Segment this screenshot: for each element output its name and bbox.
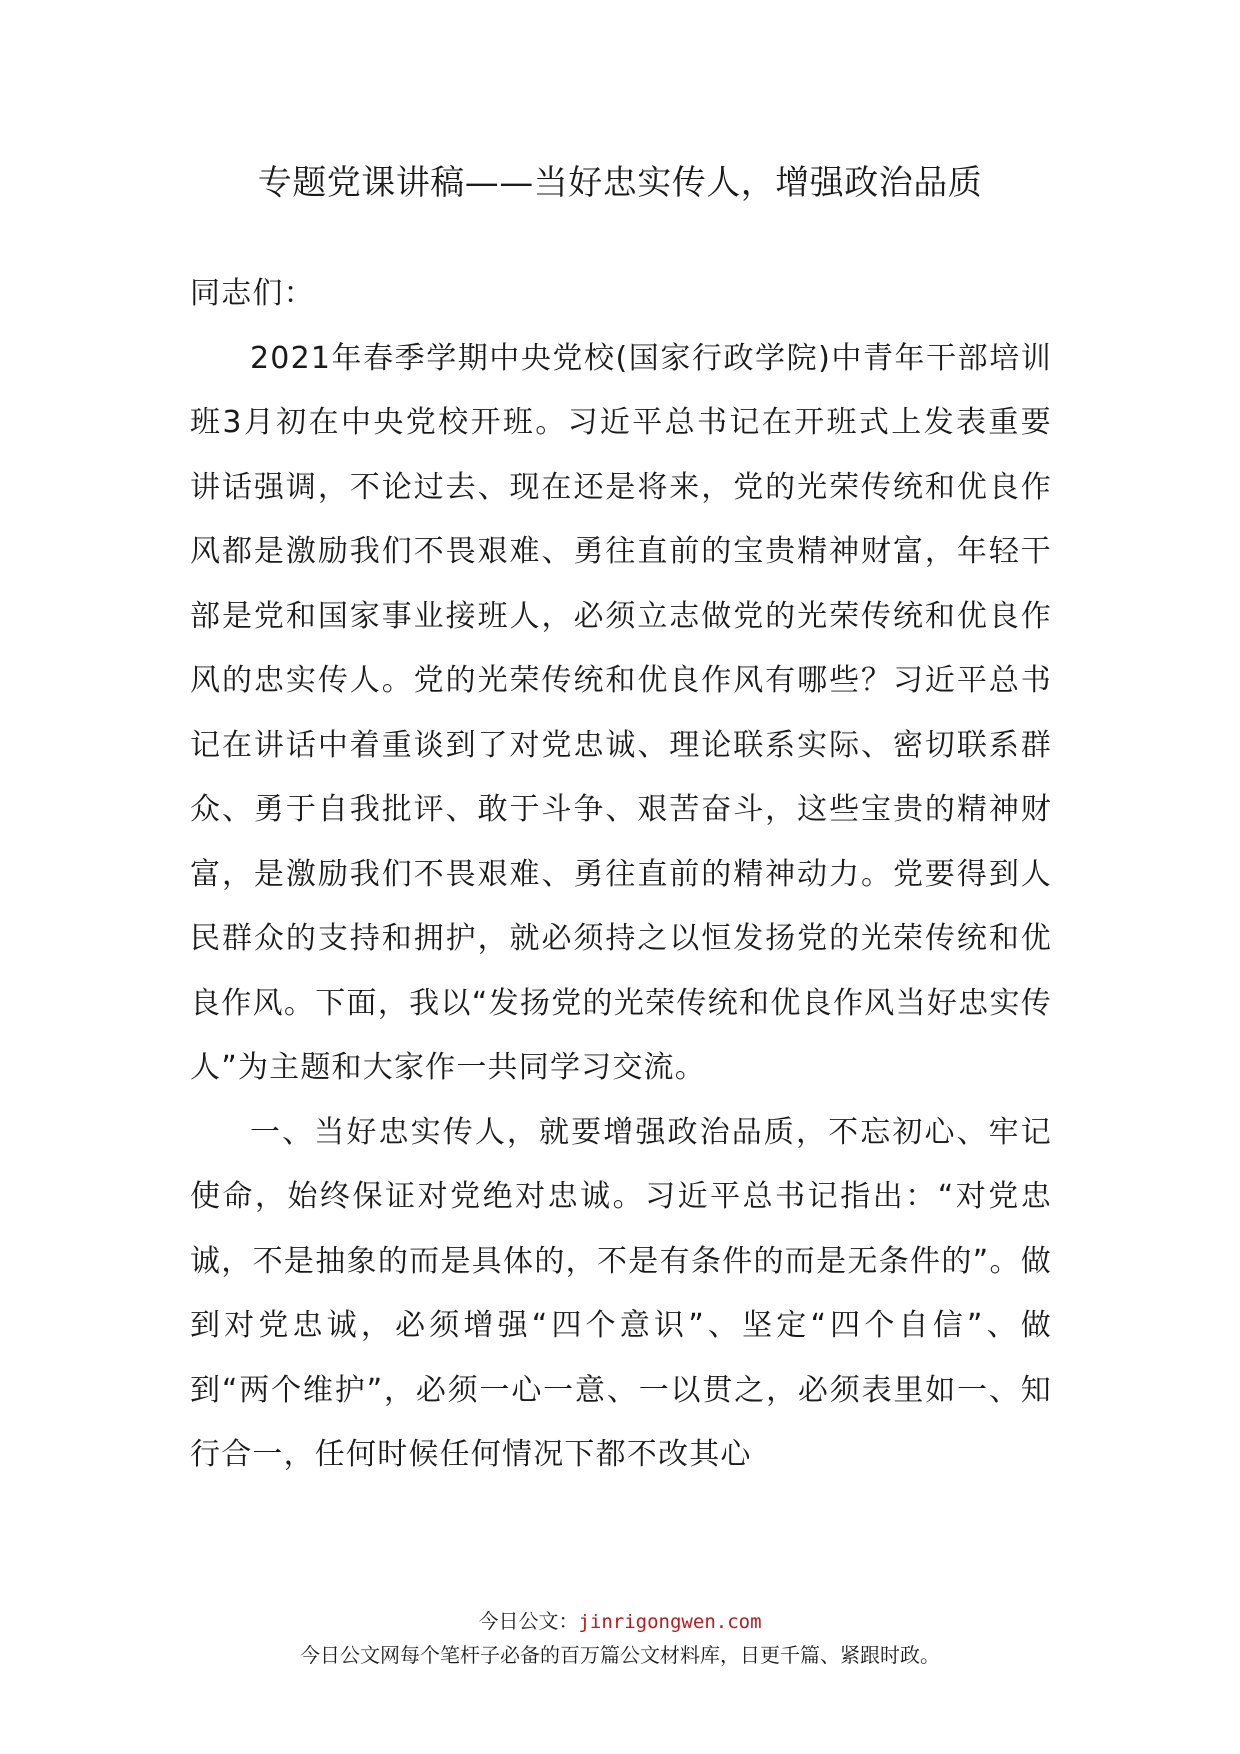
paragraph-intro: 2021年春季学期中央党校(国家行政学院)中青年干部培训班3月初在中央党校开班。习近平总书记在开班式上发表重要讲话强调，不论过去、现在还是将来，党的光荣传统和优良作风都是激励我们不畏艰难、勇往直前的宝贵精神财富，年轻干部是党和国家事业接班人，必须立志做党的光荣传统和优良作风的忠实传人。党的光荣传统和优良作风有哪些？习近平总书记在讲话中着重谈到了对党忠诚、理论联系实际、密切联系群众、勇于自我批评、敢于斗争、艰苦奋斗，这些宝贵的精神财富，是激励我们不畏艰难、勇往直前的精神动力。党要得到人民群众的支持和拥护，就必须持之以恒发扬党的光荣传统和优良作风。下面，我以“发扬党的光荣传统和优良作风当好忠实传人”为主题和大家作一共同学习交流。	[190, 340, 1052, 1085]
salutation: 同志们：	[190, 276, 315, 311]
footer-site-url[interactable]: jinrigongwen.com	[578, 1611, 762, 1633]
document-title: 专题党课讲稿——当好忠实传人，增强政治品质	[257, 163, 983, 203]
document-body	[190, 262, 1052, 1488]
footer-slogan: 今日公文网每个笔杆子必备的百万篇公文材料库，日更千篇、紧跟时政。	[300, 1643, 940, 1667]
paragraph-section-one: 一、当好忠实传人，就要增强政治品质，不忘初心、牢记使命，始终保证对党绝对忠诚。习近平总书记指出：“对党忠诚，不是抽象的而是具体的，不是有条件的而是无条件的”。做到对党忠诚，必须增强“四个意识”、坚定“四个自信”、做到“两个维护”，必须一心一意、一以贯之，必须表里如一、知行合一，任何时候任何情况下都不改其心	[190, 1114, 1052, 1472]
footer-site-label: 今日公文：	[478, 1609, 579, 1633]
footer-site	[0, 1606, 1240, 1637]
